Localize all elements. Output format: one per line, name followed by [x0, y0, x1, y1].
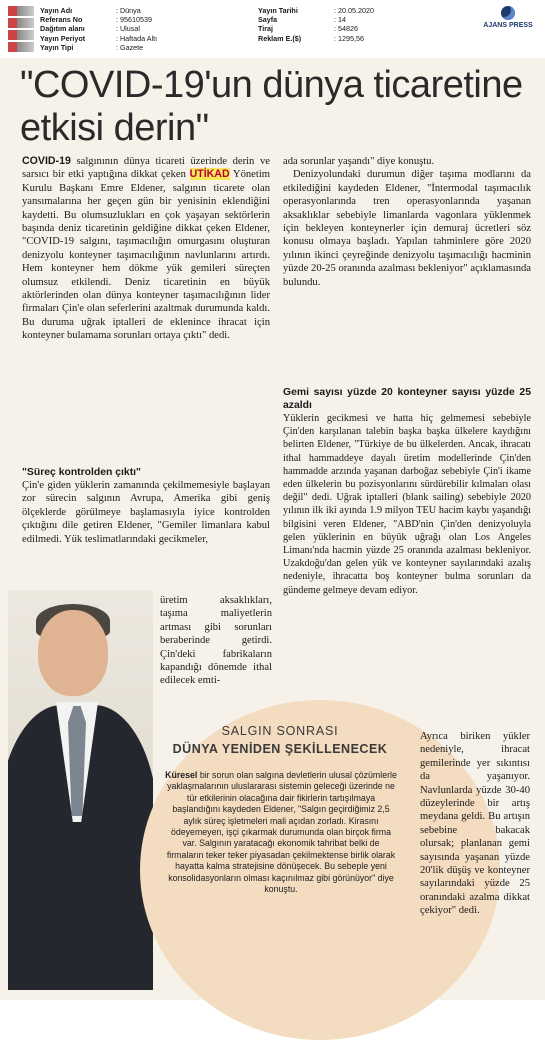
ajans-press-logo: AJANS PRESS: [478, 6, 538, 29]
column-2: ada sorunlar yaşandı" diye konuştu. Denizyolundaki durumun diğer taşıma modlarını da etkilediğini kaydeden Eldener, "İntermodal taşımacılık operasyonlarında tren operasyonlarında yaşanan aksaklıklar sebebiyle limanlarda vagonlara yüklenmek için bekleyen konteynerler için demuraj ücretleri söz konusu olmaya başladı. Yapılan tahminlere göre 2020 yılının ikinci çeyreğinde denizyolu taşımacılığı hacminin yüzde 20-25 oranında azalması bekleniyor" açıklamasında bulundu.: [283, 156, 531, 288]
globe-icon: [501, 6, 515, 20]
clipping-header: [0, 0, 545, 59]
column-1-subsection: "Süreç kontrolden çıktı" Çin'e giden yüklerin zamanında çekilmemesiyle başlayan zor sürecin salgının Avrupa, Amerika gibi geniş ölçeklerde görülmeye başlamasıyla iyice kontrolden çıktığını dile getiren Eldener, "Gemiler limanlara kabul edilmedi. Yük teslimatlarındaki gecikmeler,: [22, 467, 270, 545]
column-2-wrap: Ayrıca biriken yükler nedeniyle, ihracat gemilerinde yer sıkıntısı da yaşanıyor. Navlunlarda yüzde 30-40 düzeylerinde bir artış meydana geldi. Bu artışın sebebine bakacak olursak; planlanan gemi sayısında yaşanan yüzde 20'lik düşüş ve konteyner sayılarındaki yüzde 25 oranındaki azalma dikkat çekiyor" dedi.: [420, 731, 530, 917]
sidebar-box-body: Küresel bir sorun olan salgına devletlerin ulusal çözümlerle yaklaşmalarının uluslararası sistemin geleceği üzerinde ne tür etkilerinin olacağına dair fikirlerin tartışılmaya başlandığını kaydeden Eldener, "Salgın geçirdiğimiz 2,5 aylık süreç işletmeleri mali açıdan zorladı. Kirasını ödeyemeyen, işçi çıkarmak durumunda olan birçok firma var. Salgının yaratacağı ekonomik tahribat belki de firmaların teker teker piyasadan çekilmektense birlik olarak hayatta kalma stratejisine dönüşecek. Bu sebeple yeni konsolidasyonların olması kaçınılmaz gibi görünüyor" diye konuştu.: [165, 770, 397, 895]
column-2-subsection: Gemi sayısı yüzde 20 konteyner sayısı yüzde 25 azaldı Yüklerin gecikmesi ve hatta hiç gelmemesi sebebiyle Çin'den karşılanan talebin başka başka ülkelere kaydığını belirten Eldener, "Türkiye de bu ülkelerden. Ancak, ihracatı ithal hammaddeye dayalı üretim modellerinde Çin'den hammadde arzında yaşanan darboğaz sebebiyle Çin'i ikame eden ülkelerin bu pozisyonlarını sürdürebilir kılmaları olası değil" dedi. Uğrak iptalleri (blank sailing) sebebiyle 2020 yılının ilk iki ayında 1.9 milyon TEU hacim kaybı yaşandığı bilgisini veren Eldener, "ABD'nin Çin'den denizyoluyla gelen yüklerinin en büyük uğrağı olan Los Angeles Limanı'nda hacmin yüzde 25 oranında azalması bekleniyor. Uzakdoğu'dan gelen yük ve konteyner sayılarındaki azalış nedeniyle, ihracatta boş konteyner bulma sorunları da gündeme gelmeye devam ediyor.: [283, 387, 531, 596]
meta-right: Yayın Tarihi : 20.05.2020 Sayfa : 14 Tiraj : 54826 Reklam E.($) : 1295,56: [258, 6, 374, 43]
sidebar-box-title: SALGIN SONRASI DÜNYA YENİDEN ŞEKİLLENECEK: [172, 724, 388, 756]
meta-left: Yayın Adı : Dünya Referans No : 95610539 Dağıtım alanı : Ulusal Yayın Periyot : Haftada Altı Yayın Tipi : Gazete: [40, 6, 158, 52]
portrait-photo: [8, 590, 153, 990]
article-title: "COVID-19'un dünya ticaretine etkisi derin": [20, 64, 523, 149]
column-1: COVID-19 salgınının dünya ticareti üzerinde derin ve sarsıcı bir etki yaptığına dikkat çeken UTİKAD Yönetim Kurulu Başkanı Emre Eldener, salgının ticarete olan yansımalarına her geçen gün bir yenisinin eklendiğini kaydetti. Bu olumsuzlukları en çok yaşayan sektörlerin başında deniz ticaretinin geldiğine dikkat çeken Eldener, "COVID-19 salgını, taşımacılığın omurgasını oluşturan denizyolu konteyner taşımacılığının navlunlarını artırdı. Hem konteyner hem dökme yük gemileri süreçten olumsuz etkilendi. Deniz ticaretinin en büyük aktörlerinden olan dünya konteyner taşımacılığının lider firmaları Çin'e olan seferlerini azaltmak durumunda kaldı. Bu duruma uğrak iptalleri de eklenince ihracat için konteyner bulamama sorunları ortaya çıktı" dedi.: [22, 155, 270, 342]
page-thumbnails: [8, 6, 34, 54]
wrap-text: üretim aksaklıkları, taşıma maliyetlerin artması gibi sorunları beraberinde getirdi. Çin'deki fabrikaların kapandığı dönemde ithal edilecek emti-: [160, 595, 272, 687]
